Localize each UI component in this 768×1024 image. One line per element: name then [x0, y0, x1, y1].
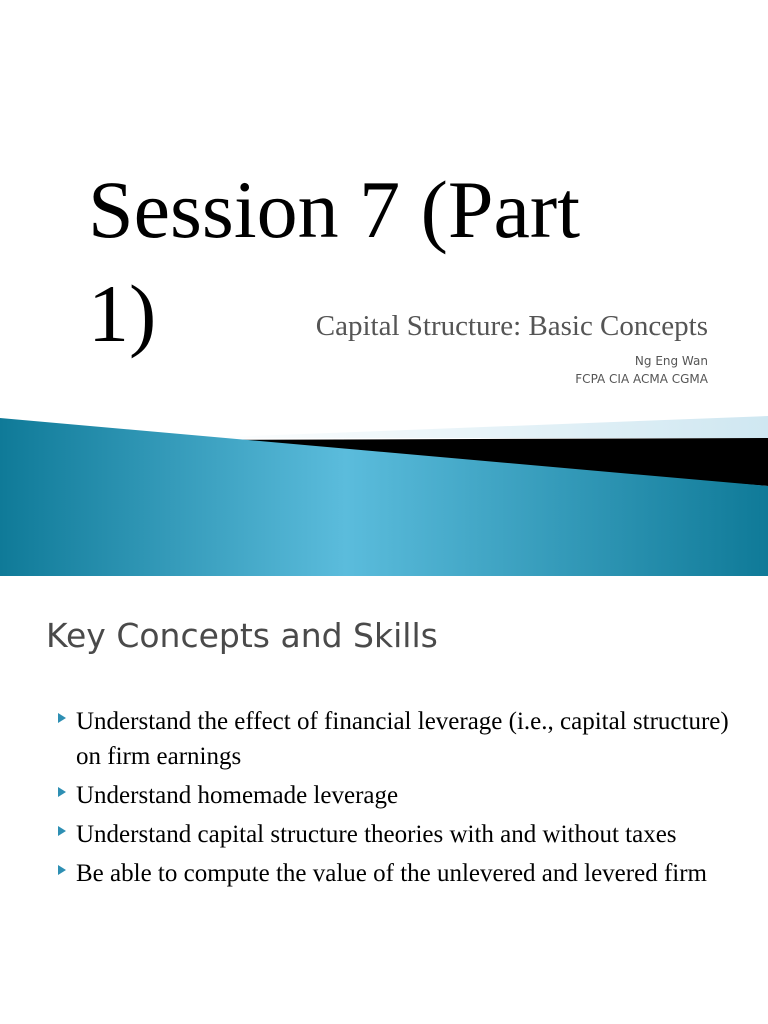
bullet-text: Be able to compute the value of the unlevered and levered firm — [76, 860, 707, 887]
bullet-text: Understand the effect of financial leverage (i.e., capital structure) on firm earnings — [76, 708, 729, 770]
list-item — [58, 704, 738, 774]
slide-title-line-1: Session 7 (Part — [88, 164, 580, 255]
swoosh-light-band — [200, 416, 768, 438]
triangle-bullet-icon — [58, 826, 66, 836]
slide-title-line-2: 1) — [88, 268, 157, 359]
bullet-text: Understand capital structure theories with and without taxes — [76, 821, 677, 848]
author-credentials: FCPA CIA ACMA CGMA — [575, 372, 708, 386]
decorative-swoosh-band — [0, 410, 768, 576]
list-item — [58, 856, 738, 891]
triangle-bullet-icon — [58, 865, 66, 875]
list-item — [58, 817, 738, 852]
content-slide — [0, 576, 768, 1024]
bullet-list — [58, 704, 738, 895]
list-item — [58, 778, 738, 813]
content-slide-title: Key Concepts and Skills — [46, 616, 438, 655]
triangle-bullet-icon — [58, 787, 66, 797]
bullet-text: Understand homemade leverage — [76, 782, 399, 809]
slide-subtitle: Capital Structure: Basic Concepts — [315, 310, 708, 342]
author-name: Ng Eng Wan — [634, 354, 708, 368]
author-block — [440, 352, 708, 388]
triangle-bullet-icon — [58, 713, 66, 723]
